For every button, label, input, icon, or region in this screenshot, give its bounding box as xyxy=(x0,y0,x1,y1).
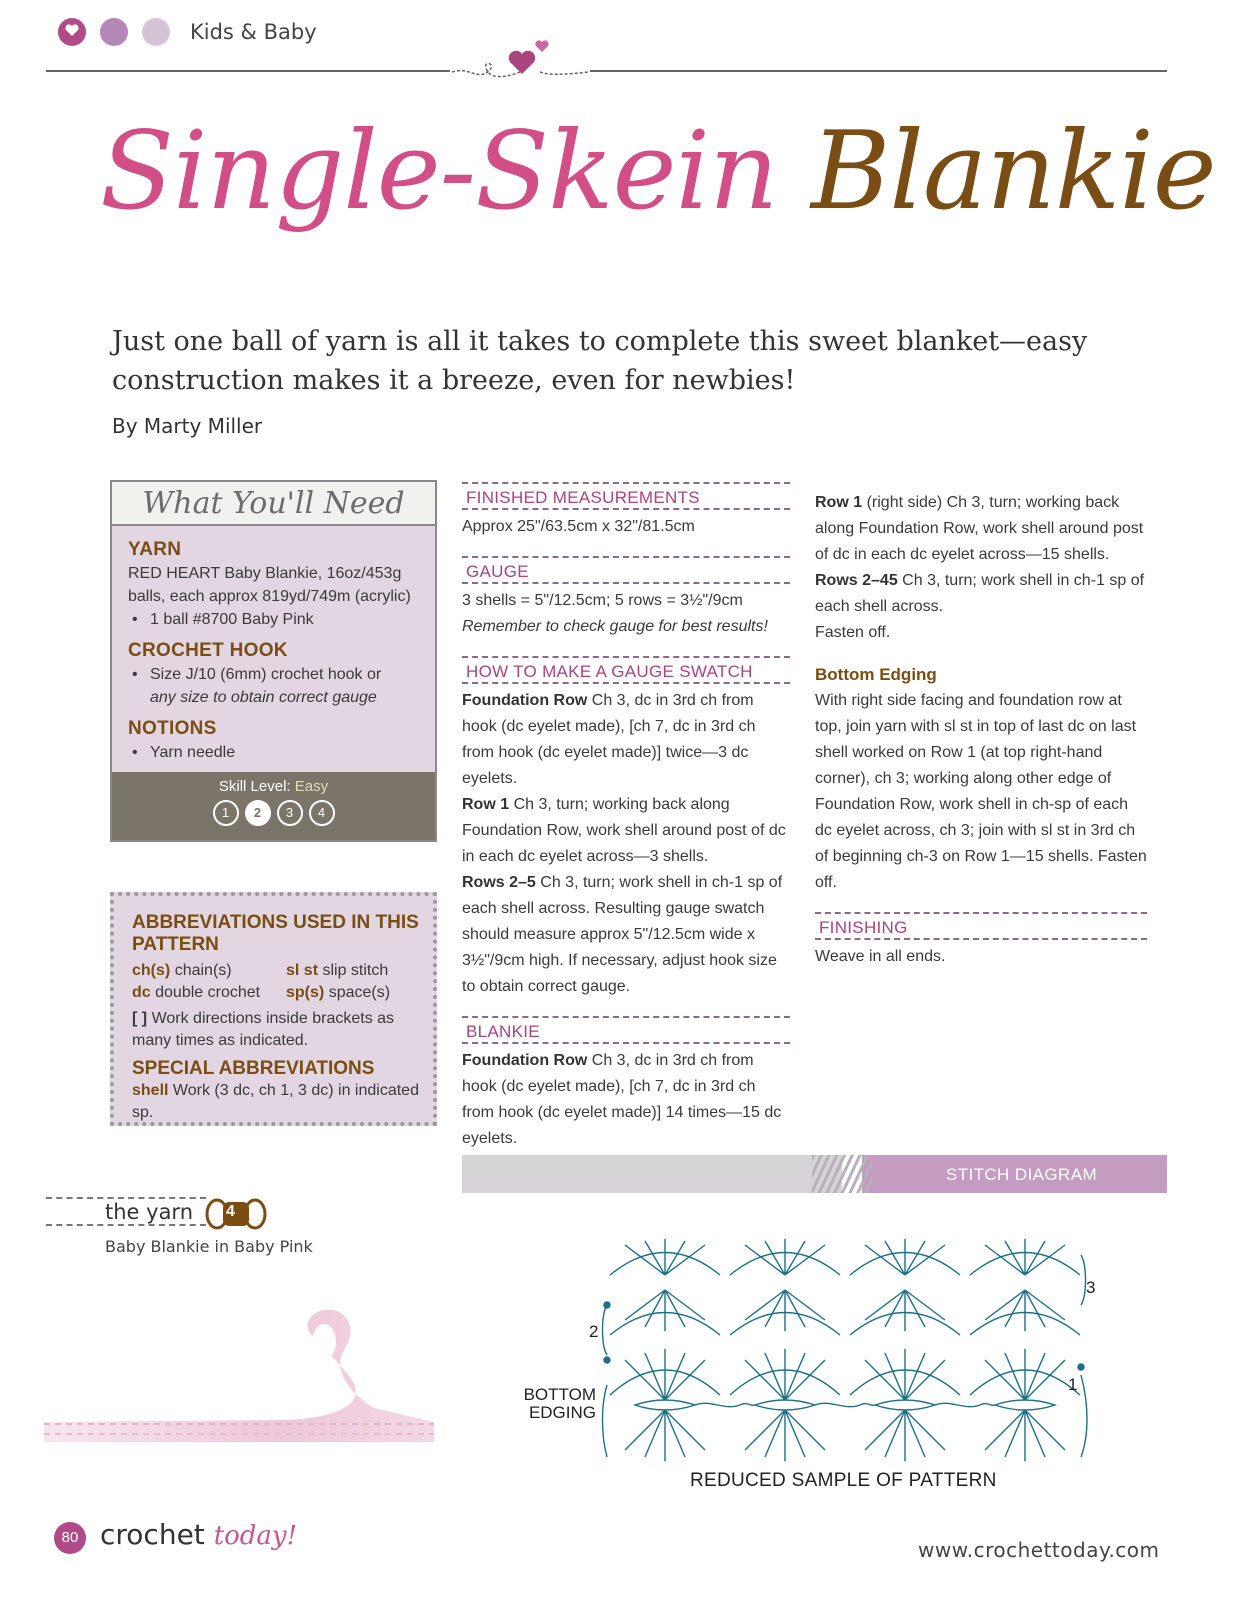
gauge-heading: GAUGE xyxy=(462,556,790,584)
yarn-weight-icon xyxy=(205,1198,267,1230)
header-rule xyxy=(46,70,1167,72)
stitch-diagram xyxy=(515,1235,1115,1465)
skill-value: Easy xyxy=(294,778,329,795)
hearts-ornament-icon xyxy=(450,30,590,86)
gauge-note: Remember to check gauge for best results! xyxy=(462,618,768,635)
materials-heading: What You'll Need xyxy=(112,482,435,526)
magazine-name: crochet today! xyxy=(100,1518,298,1551)
diagram-bottom-edging xyxy=(603,1375,1088,1461)
gauge-swatch-heading: HOW TO MAKE A GAUGE SWATCH xyxy=(462,656,790,684)
abbr-item: sp(s) space(s) xyxy=(286,984,391,1001)
hook-heading: CROCHET HOOK xyxy=(128,640,288,661)
byline: By Marty Miller xyxy=(112,414,263,438)
diagram-caption: REDUCED SAMPLE OF PATTERN xyxy=(690,1470,997,1491)
shell-definition: shell Work (3 dc, ch 1, 3 dc) in indicated sp. xyxy=(132,1082,419,1121)
title-part-1: Single-Skein xyxy=(100,109,778,234)
bottom-edging-text: With right side facing and foundation row at top, join yarn with sl st in top of last dc on last shell worked on Row 1 (at top right-hand corner), ch 3; working along other edge of Foundation Row, work shell in ch-sp of each dc eyelet across, ch 3; join with sl st in 3rd ch of beginning ch-3 on Row 1—15 shells. Fasten off. xyxy=(815,692,1147,891)
swatch-row-1: Row 1 Ch 3, turn; working back along Foundation Row, work shell around post of dc in each dc eyelet across—3 shells. xyxy=(462,796,786,865)
abbr-item: ch(s) chain(s) xyxy=(132,962,232,979)
skill-level-4: 4 xyxy=(309,800,335,826)
yarn-label: the yarn xyxy=(105,1200,194,1224)
skill-level-1: 1 xyxy=(213,800,239,826)
intro-text: Just one ball of yarn is all it takes to complete this sweet blanket—easy construction makes it a breeze, even for newbies! xyxy=(112,326,1088,396)
notions-heading: NOTIONS xyxy=(128,718,217,739)
special-abbreviations-heading: SPECIAL ABBREVIATIONS xyxy=(132,1058,375,1079)
yarn-description: Baby Blankie in Baby Pink xyxy=(105,1237,313,1256)
yarn-weight-number: 4 xyxy=(226,1203,235,1220)
diagram-row-3 xyxy=(610,1239,1080,1275)
diagram-label-row-3: 3 xyxy=(1086,1278,1096,1297)
brackets-note: [ ] Work directions inside brackets as many times as indicated. xyxy=(132,1010,395,1049)
page-title xyxy=(100,109,1216,234)
blankie-foundation-row: Foundation Row Ch 3, dc in 3rd ch from hook (dc eyelet made), [ch 7, dc in 3rd ch from hook (dc eyelet made)] 14 times—15 dc eyelets. xyxy=(462,1052,782,1147)
instructions-middle-column xyxy=(462,482,790,1152)
yarn-photo xyxy=(44,1300,444,1460)
swatch-foundation-row: Foundation Row Ch 3, dc in 3rd ch from hook (dc eyelet made), [ch 7, dc in 3rd ch from hook (dc eyelet made)] twice—3 dc eyelets. xyxy=(462,692,756,787)
diagram-label-row-1: 1 xyxy=(1068,1375,1078,1394)
heart-icon xyxy=(64,22,80,38)
blankie-rows-2-45: Rows 2–45 Ch 3, turn; work shell in ch-1 sp of each shell across. xyxy=(815,572,1145,615)
diagram-row-2 xyxy=(610,1290,1080,1335)
yarn-heading: YARN xyxy=(128,539,182,560)
materials-box xyxy=(110,480,437,842)
gauge-text: 3 shells = 5"/12.5cm; 5 rows = 3½"/9cm xyxy=(462,592,743,609)
yarn-bullet: • 1 ball #8700 Baby Pink xyxy=(128,608,424,631)
stitch-diagram-banner xyxy=(462,1155,1167,1193)
title-part-2: Blankie xyxy=(810,109,1216,234)
finishing-heading: FINISHING xyxy=(815,912,1147,940)
fasten-off: Fasten off. xyxy=(815,624,891,641)
yarn-text: RED HEART Baby Blankie, 16oz/453g balls, each approx 819yd/749m (acrylic) xyxy=(128,565,411,605)
instructions-right-column xyxy=(815,490,1147,970)
page-number: 80 xyxy=(54,1522,86,1554)
skill-level-2: 2 xyxy=(245,800,271,826)
abbr-item: sl st slip stitch xyxy=(286,962,389,979)
finished-measurements-heading: FINISHED MEASUREMENTS xyxy=(462,482,790,510)
bottom-edging-heading: Bottom Edging xyxy=(815,665,937,684)
section-dot-3 xyxy=(142,18,170,46)
swatch-rows-2-5: Rows 2–5 Ch 3, turn; work shell in ch-1 sp of each shell across. Resulting gauge swatch should measure approx 5"/12.5cm wide x 3½"/9cm high. If necessary, adjust hook size to obtain correct gauge. xyxy=(462,874,783,995)
diagram-foundation-row xyxy=(635,1400,1055,1410)
abbreviations-heading: ABBREVIATIONS USED IN THIS PATTERN xyxy=(132,912,419,955)
diagram-label-row-2: 2 xyxy=(589,1322,599,1341)
blankie-row-1: Row 1 (right side) Ch 3, turn; working back along Foundation Row, work shell around post of dc in each dc eyelet across—15 shells. xyxy=(815,494,1144,563)
bottom-edging-label: BOTTOM EDGING xyxy=(523,1385,596,1422)
hook-text: • Size J/10 (6mm) crochet hook or xyxy=(128,663,424,686)
hook-text-note: any size to obtain correct gauge xyxy=(150,689,377,706)
notions-text: • Yarn needle xyxy=(128,741,424,764)
skill-label: Skill Level: xyxy=(218,778,291,795)
section-label: Kids & Baby xyxy=(190,20,317,44)
website-url: www.crochettoday.com xyxy=(918,1538,1160,1562)
blankie-heading: BLANKIE xyxy=(462,1016,790,1044)
finished-measurements-text: Approx 25"/63.5cm x 32"/81.5cm xyxy=(462,518,695,535)
abbr-item: dc double crochet xyxy=(132,984,261,1001)
diagram-row-1 xyxy=(610,1349,1080,1400)
skill-level-bar xyxy=(112,772,435,840)
skill-level-3: 3 xyxy=(277,800,303,826)
abbreviations-box xyxy=(110,892,437,1126)
stitch-diagram-label: STITCH DIAGRAM xyxy=(945,1165,1097,1184)
finishing-text: Weave in all ends. xyxy=(815,948,946,965)
section-dot-2 xyxy=(100,18,128,46)
